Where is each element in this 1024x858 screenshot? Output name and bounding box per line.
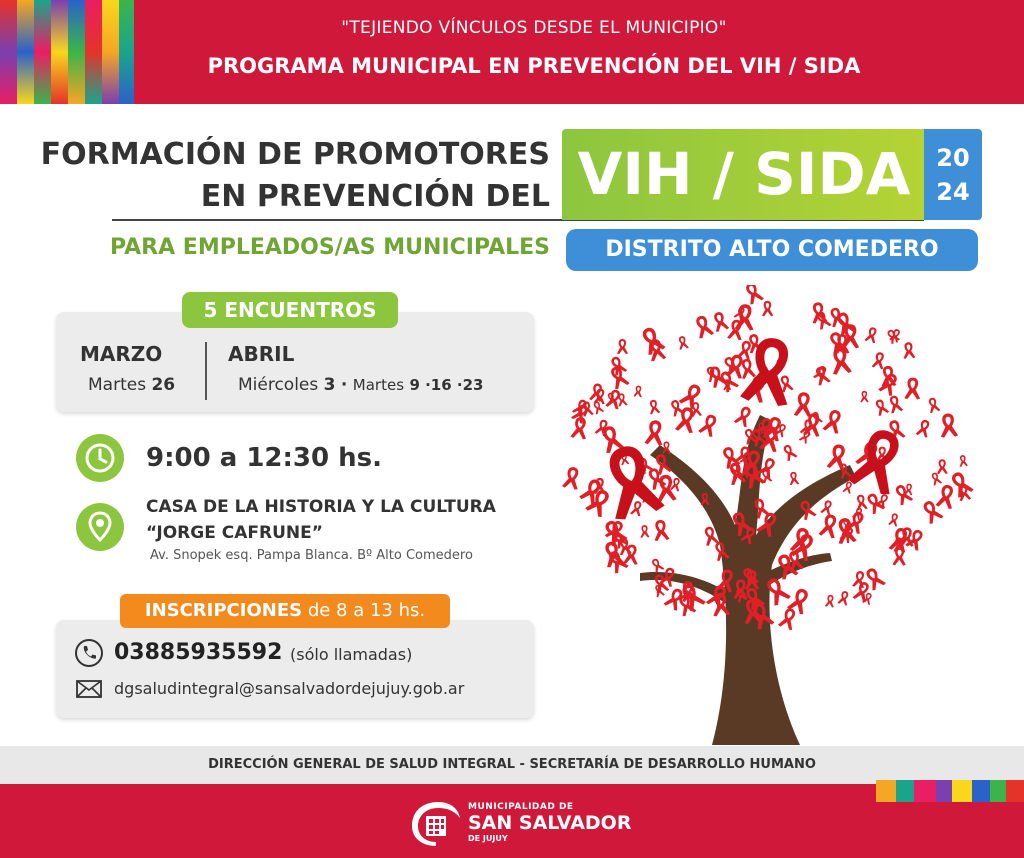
phone-number[interactable]: 03885935592 — [114, 640, 283, 665]
top-banner — [0, 0, 1024, 104]
weave-stripe — [68, 0, 86, 104]
red-ribbon-icon — [926, 396, 940, 413]
weave-stripe — [17, 0, 35, 104]
month-april: ABRIL — [228, 342, 295, 366]
red-ribbon-icon — [873, 398, 889, 417]
red-ribbon-icon — [915, 418, 932, 438]
red-ribbon-icon — [829, 347, 851, 376]
red-ribbon-icon — [958, 455, 968, 467]
mail-icon — [76, 680, 102, 698]
red-ribbon-icon — [678, 381, 705, 410]
red-ribbon-icon — [698, 412, 720, 437]
department-credit: DIRECCIÓN GENERAL DE SALUD INTEGRAL - SECRETARÍA DE DESARROLLO HUMANO — [208, 757, 816, 772]
red-ribbon-icon — [860, 391, 868, 402]
red-ribbon-icon — [855, 494, 868, 511]
red-ribbon-icon — [837, 590, 850, 606]
year-top: 20 — [936, 144, 970, 172]
time-range: 9:00 a 12:30 hs. — [146, 443, 382, 473]
municipality-logo-icon — [406, 796, 464, 848]
red-ribbon-icon — [640, 525, 650, 538]
logo-text-line3: DE JUJUY — [468, 834, 508, 843]
month-divider — [205, 342, 207, 400]
red-ribbon-icon — [935, 483, 956, 509]
registration-card — [56, 620, 534, 718]
red-ribbon-icon — [607, 364, 630, 390]
month-march: MARZO — [80, 342, 163, 366]
logo-text-line2: SAN SALVADOR — [468, 812, 632, 834]
red-ribbon-icon — [939, 413, 958, 438]
district-badge: DISTRITO ALTO COMEDERO — [566, 229, 978, 271]
red-ribbon-icon — [852, 570, 867, 588]
registration-label: INSCRIPCIONES — [144, 600, 303, 621]
sessions-badge: 5 ENCUENTROS — [182, 292, 398, 328]
red-ribbon-icon — [794, 392, 813, 417]
red-ribbon-icon — [778, 606, 799, 631]
red-ribbon-icon — [617, 339, 628, 354]
clock-icon — [76, 434, 124, 482]
year-bottom: 24 — [936, 178, 970, 206]
april-day1: 3 — [323, 375, 336, 395]
red-ribbon-icon — [762, 301, 773, 317]
red-ribbon-icon — [633, 385, 642, 397]
audience-subtitle: PARA EMPLEADOS/AS MUNICIPALES — [110, 235, 550, 260]
color-mosaic-decoration — [876, 780, 1024, 802]
red-ribbon-icon — [825, 594, 836, 607]
red-ribbon-icon — [820, 499, 834, 515]
year-badge — [924, 129, 982, 220]
red-ribbon-icon — [788, 471, 799, 485]
red-ribbon-icon — [818, 513, 840, 539]
woven-textile-image — [0, 0, 134, 104]
venue-line1: CASA DE LA HISTORIA Y LA CULTURA — [146, 497, 496, 517]
red-ribbon-icon — [864, 326, 879, 344]
april-days2: 9 ·16 ·23 — [409, 376, 484, 394]
weave-stripe — [85, 0, 103, 104]
red-ribbon-icon — [878, 371, 901, 397]
red-ribbon-icon — [871, 351, 886, 369]
red-ribbon-tree-illustration — [560, 285, 980, 745]
main-title — [41, 134, 550, 218]
location-pin-icon — [76, 503, 124, 551]
red-ribbon-icon — [742, 285, 764, 305]
march-day: 26 — [151, 375, 176, 395]
april-day-name2: Martes — [352, 376, 405, 394]
registration-badge — [120, 594, 450, 628]
phone-icon — [74, 638, 104, 668]
red-ribbon-icon — [638, 324, 666, 356]
april-separator: · — [340, 375, 348, 395]
red-ribbon-icon — [810, 410, 823, 425]
red-ribbon-icon — [887, 394, 903, 414]
red-ribbon-icon — [733, 404, 754, 427]
red-ribbon-icon — [677, 335, 689, 350]
weave-stripe — [0, 0, 18, 104]
red-ribbon-icon — [648, 399, 661, 415]
registration-hours: de 8 a 13 hs. — [307, 600, 426, 621]
main-title-line2: EN PREVENCIÓN DEL — [200, 179, 550, 214]
red-ribbon-icon — [781, 443, 798, 462]
april-day-name1: Miércoles — [238, 375, 319, 395]
logo-text-line1: MUNICIPALIDAD DE — [468, 802, 574, 812]
march-day-name: Martes — [88, 375, 147, 395]
red-ribbon-icon — [608, 354, 627, 376]
red-ribbon-icon — [902, 342, 915, 359]
program-title: PROGRAMA MUNICIPAL EN PREVENCIÓN DEL VIH / SIDA — [207, 54, 861, 78]
phone-note: (sólo llamadas) — [290, 645, 413, 664]
slogan: "TEJIENDO VÍNCULOS DESDE EL MUNICIPIO" — [341, 18, 727, 38]
weave-stripe — [34, 0, 52, 104]
venue-line2: “JORGE CAFRUNE” — [146, 523, 323, 543]
red-ribbon-icon — [630, 500, 644, 517]
venue-name — [146, 494, 496, 546]
red-ribbon-icon — [888, 512, 900, 526]
email-link[interactable]: dgsaludintegral@sansalvadordejujuy.gob.ar — [114, 679, 465, 698]
red-ribbon-icon — [652, 519, 669, 541]
red-ribbon-icon — [711, 310, 729, 332]
weave-stripe — [51, 0, 69, 104]
red-ribbon-icon — [650, 557, 665, 574]
red-ribbon-icon — [937, 459, 948, 474]
venue-address: Av. Snopek esq. Pampa Blanca. Bº Alto Comedero — [150, 548, 473, 563]
vih-sida-highlight: VIH / SIDA — [562, 129, 926, 220]
weave-stripe — [119, 0, 134, 104]
march-dates — [88, 375, 175, 395]
weave-stripe — [102, 0, 120, 104]
red-ribbon-icon — [810, 301, 828, 324]
april-dates — [238, 375, 483, 395]
red-ribbon-icon — [644, 419, 665, 446]
red-ribbon-icon — [735, 304, 755, 331]
red-ribbon-icon — [562, 466, 582, 491]
red-ribbon-icon — [692, 314, 714, 340]
red-ribbon-icon — [904, 377, 921, 399]
red-ribbon-icon — [930, 471, 943, 486]
main-title-line1: FORMACIÓN DE PROMOTORES — [40, 137, 550, 172]
red-ribbon-icon — [822, 408, 844, 434]
